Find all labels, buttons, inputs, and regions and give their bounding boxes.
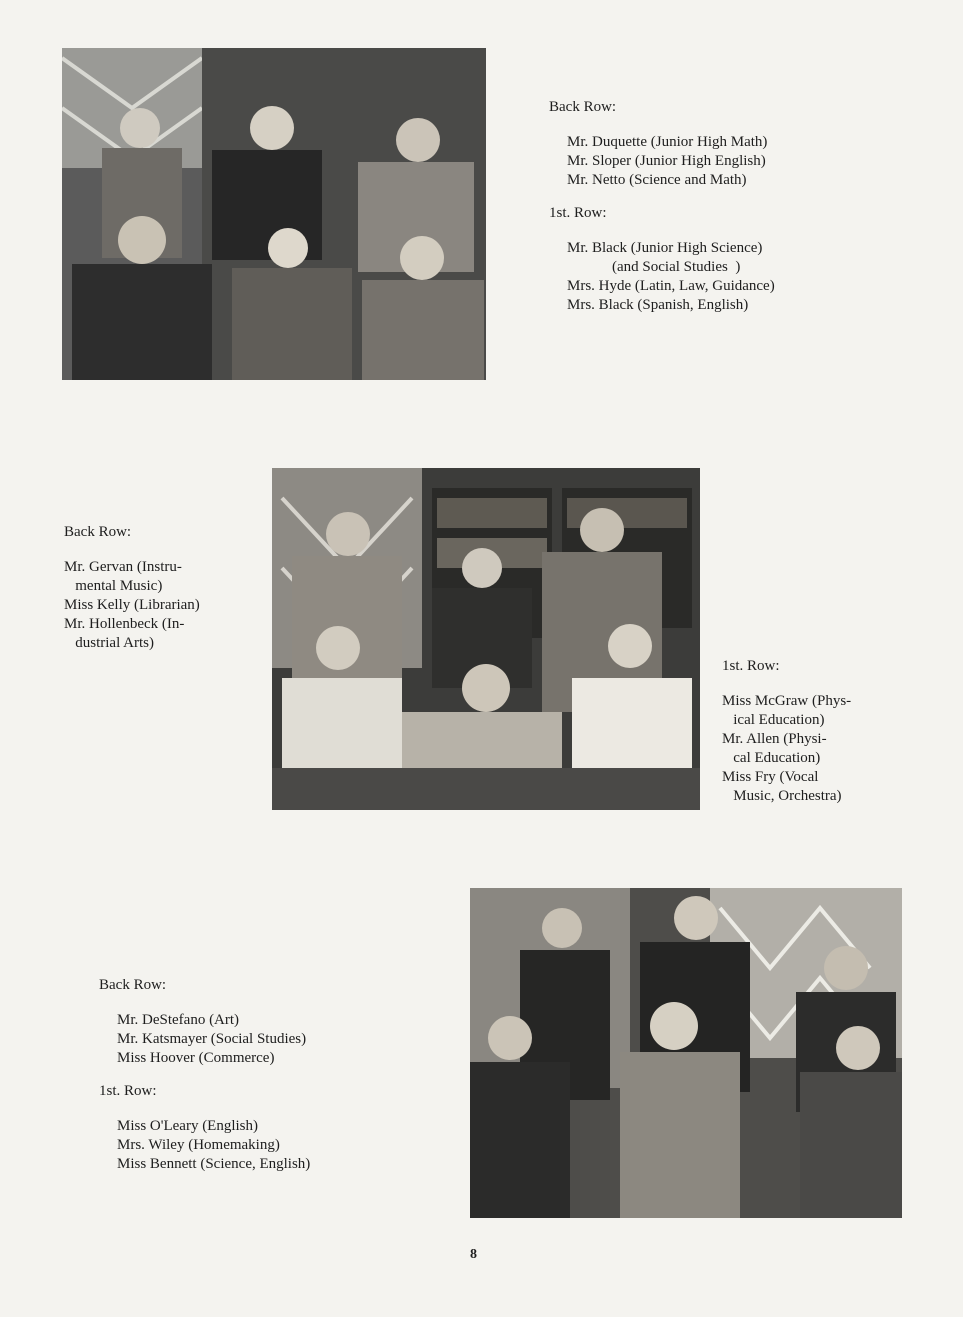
back-row-heading: Back Row: <box>64 524 132 540</box>
name-line: Mr. Gervan (Instru- <box>64 559 182 575</box>
name-line: Miss Bennett (Science, English) <box>117 1156 311 1172</box>
caption-2-front <box>722 657 851 806</box>
back-row-heading: Back Row: <box>549 99 617 115</box>
caption-3 <box>99 976 310 1174</box>
name-line: Mrs. Black (Spanish, English) <box>567 297 749 313</box>
name-line: ical Education) <box>722 712 825 728</box>
name-line: cal Education) <box>722 750 821 766</box>
name-line: Mr. Black (Junior High Science) <box>567 240 763 256</box>
caption-1 <box>549 98 775 315</box>
name-line: Music, Orchestra) <box>722 788 842 804</box>
name-line: Mr. Katsmayer (Social Studies) <box>117 1031 307 1047</box>
name-line: (and Social Studies ) <box>567 259 741 275</box>
name-line: Mr. DeStefano (Art) <box>117 1012 240 1028</box>
name-line: Mr. Hollenbeck (In- <box>64 616 185 632</box>
name-line: Mr. Duquette (Junior High Math) <box>567 134 768 150</box>
name-line: Miss O'Leary (English) <box>117 1118 259 1134</box>
name-line: mental Music) <box>64 578 163 594</box>
first-row-heading: 1st. Row: <box>722 658 780 674</box>
first-row-heading: 1st. Row: <box>99 1083 157 1099</box>
page-number: 8 <box>470 1247 477 1262</box>
name-line: Miss Kelly (Librarian) <box>64 597 200 613</box>
faculty-photo-1 <box>62 48 486 380</box>
faculty-photo-2 <box>272 468 700 810</box>
faculty-photo-3 <box>470 888 902 1218</box>
back-row-heading: Back Row: <box>99 977 167 993</box>
name-line: Mrs. Wiley (Homemaking) <box>117 1137 280 1153</box>
name-line: Mr. Netto (Science and Math) <box>567 172 747 188</box>
name-line: Miss Fry (Vocal <box>722 769 819 785</box>
first-row-heading: 1st. Row: <box>549 205 607 221</box>
caption-2-back <box>64 523 200 653</box>
name-line: Miss McGraw (Phys- <box>722 693 852 709</box>
name-line: Mr. Sloper (Junior High English) <box>567 153 766 169</box>
name-line: Miss Hoover (Commerce) <box>117 1050 275 1066</box>
name-line: Mr. Allen (Physi- <box>722 731 827 747</box>
name-line: dustrial Arts) <box>64 635 154 651</box>
name-line: Mrs. Hyde (Latin, Law, Guidance) <box>567 278 775 294</box>
